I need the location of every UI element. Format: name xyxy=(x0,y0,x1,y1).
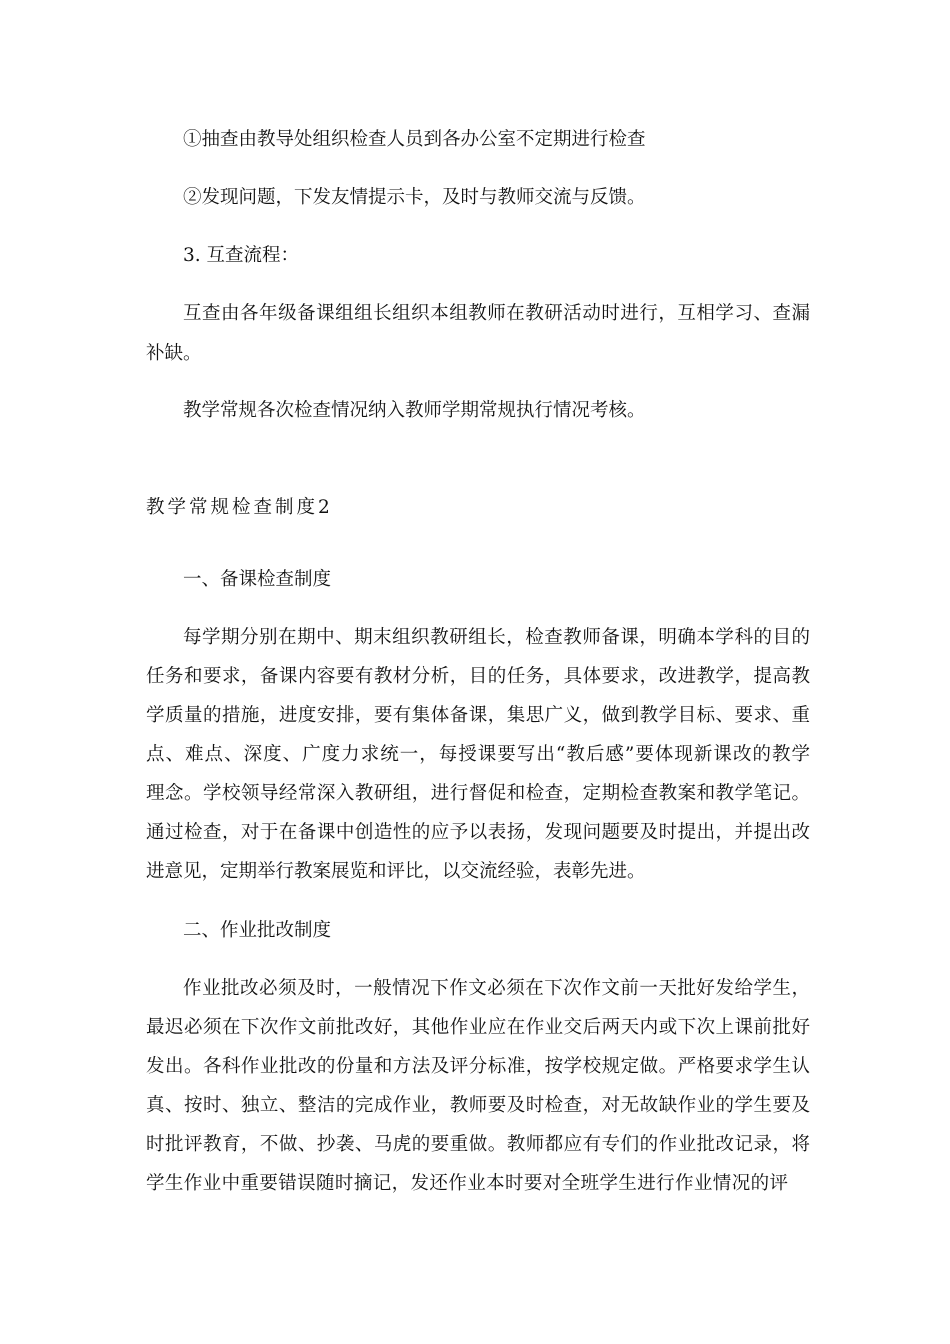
mutual-check-text-line-1: 互查由各年级备课组组长组织本组教师在教研活动时进行，互相学习、查漏 xyxy=(183,303,810,324)
homework-title: 二、作业批改制度 xyxy=(183,920,332,941)
lesson-prep-line-4: 点、难点、深度、广度力求统一，每授课要写出“教后感”要体现新课改的教学 xyxy=(146,744,810,765)
homework-line-4: 真、按时、独立、整洁的完成作业，教师要及时检查，对无故缺作业的学生要及 xyxy=(146,1095,810,1116)
lesson-prep-line-2: 任务和要求，备课内容要有教材分析，目的任务，具体要求，改进教学，提高教 xyxy=(146,666,810,687)
lesson-prep-line-3: 学质量的措施，进度安排，要有集体备课，集思广义，做到教学目标、要求、重 xyxy=(146,705,810,726)
section-heading: 教学常规检查制度2 xyxy=(146,497,333,518)
assessment-note: 教学常规各次检查情况纳入教师学期常规执行情况考核。 xyxy=(183,400,646,421)
homework-line-5: 时批评教育，不做、抄袭、马虎的要重做。教师都应有专们的作业批改记录，将 xyxy=(146,1134,810,1155)
lesson-prep-title: 一、备课检查制度 xyxy=(183,569,332,590)
homework-line-1: 作业批改必须及时，一般情况下作文必须在下次作文前一天批好发给学生， xyxy=(183,978,810,999)
lesson-prep-line-6: 通过检查，对于在备课中创造性的应予以表扬，发现问题要及时提出，并提出改 xyxy=(146,822,810,843)
lesson-prep-line-1: 每学期分别在期中、期末组织教研组长，检查教师备课，明确本学科的目的 xyxy=(183,627,810,648)
check-step-2: ②发现问题，下发友情提示卡，及时与教师交流与反馈。 xyxy=(183,187,646,208)
homework-line-3: 发出。各科作业批改的份量和方法及评分标准，按学校规定做。严格要求学生认 xyxy=(146,1056,810,1077)
lesson-prep-line-5: 理念。学校领导经常深入教研组，进行督促和检查，定期检查教案和教学笔记。 xyxy=(146,783,810,804)
lesson-prep-line-7: 进意见，定期举行教案展览和评比，以交流经验，表彰先进。 xyxy=(146,861,646,882)
mutual-check-title: 3. 互查流程： xyxy=(183,245,300,266)
homework-line-2: 最迟必须在下次作文前批改好，其他作业应在作业交后两天内或下次上课前批好 xyxy=(146,1017,810,1038)
homework-line-6: 学生作业中重要错误随时摘记，发还作业本时要对全班学生进行作业情况的评 xyxy=(146,1173,788,1194)
mutual-check-text-line-2: 补缺。 xyxy=(146,343,202,364)
check-step-1: ①抽查由教导处组织检查人员到各办公室不定期进行检查 xyxy=(183,129,646,150)
